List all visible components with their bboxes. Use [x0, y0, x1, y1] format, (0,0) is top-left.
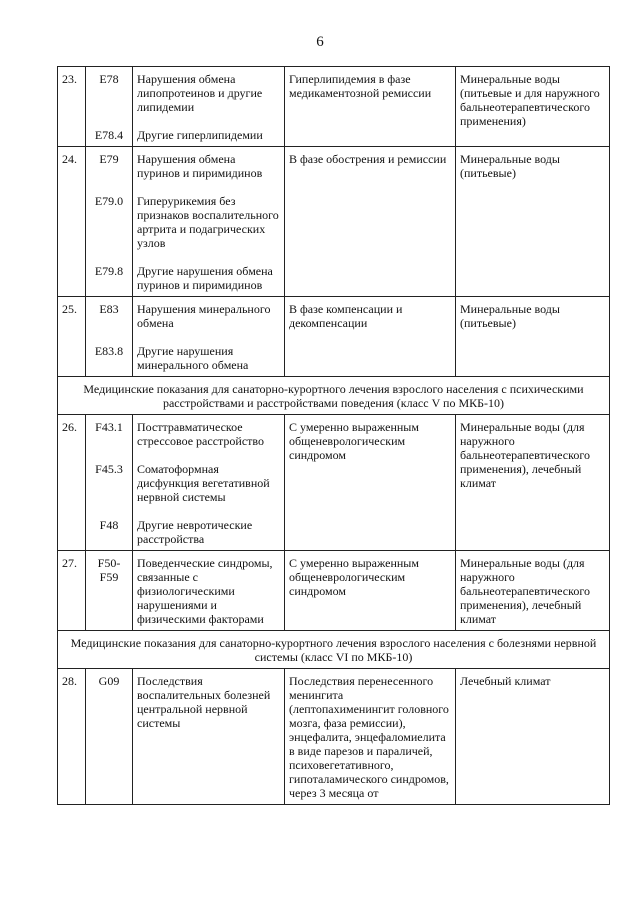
- disease-name: Гиперурикемия без признаков воспалительного артрита и подагрических узлов: [137, 194, 279, 250]
- icd-codes: [86, 669, 133, 805]
- indication: С умеренно выраженным общеневрологическим синдромом: [285, 551, 456, 631]
- icd-code: E79.8: [94, 264, 124, 278]
- resources: Минеральные воды (питьевые): [456, 297, 610, 377]
- icd-code: E79: [99, 152, 119, 166]
- disease-names: [133, 147, 285, 297]
- table-row: [58, 551, 610, 631]
- indication: С умеренно выраженным общеневрологическим синдромом: [285, 415, 456, 551]
- icd-code: F59: [99, 570, 119, 584]
- indications-table: [57, 66, 610, 805]
- icd-codes: [86, 415, 133, 551]
- section-heading-class-v: Медицинские показания для санаторно-курортного лечения взрослого населения с психическими расстройствами и расстройствами поведения (класс V по МКБ-10): [58, 377, 610, 415]
- indication: Последствия перенесенного менингита (лептопахименингит головного мозга, фаза ремиссии), энцефалита, энцефаломиелита в виде парезов и параличей, психовегетативного, гипоталамического синдромов, через 3 месяца от: [285, 669, 456, 805]
- disease-names: [133, 67, 285, 147]
- icd-code: E83: [99, 302, 119, 316]
- disease-name: Другие гиперлипидемии: [137, 128, 263, 142]
- page-number: 6: [316, 34, 324, 50]
- disease-names: [133, 415, 285, 551]
- icd-code: F45.3: [95, 462, 123, 476]
- table-row: [58, 147, 610, 297]
- table-row: [58, 415, 610, 551]
- row-number: 26.: [58, 415, 86, 551]
- disease-name: Соматоформная дисфункция вегетативной нервной системы: [137, 462, 270, 504]
- table-row: [58, 297, 610, 377]
- icd-codes: [86, 147, 133, 297]
- section-header-row: [58, 377, 610, 415]
- icd-codes: [86, 297, 133, 377]
- disease-name: Другие нарушения минерального обмена: [137, 344, 249, 372]
- row-number: 27.: [58, 551, 86, 631]
- disease-name: Нарушения минерального обмена: [137, 302, 271, 330]
- icd-code: F43.1: [95, 420, 123, 434]
- icd-code: E79.0: [94, 194, 124, 208]
- disease-names: [133, 669, 285, 805]
- disease-name: Нарушения обмена липопротеинов и другие липидемии: [137, 72, 263, 114]
- indication: В фазе компенсации и декомпенсации: [285, 297, 456, 377]
- resources: Лечебный климат: [456, 669, 610, 805]
- icd-code: E78.4: [94, 128, 124, 142]
- section-heading-class-vi: Медицинские показания для санаторно-курортного лечения взрослого населения с болезнями нервной системы (класс VI по МКБ-10): [58, 631, 610, 669]
- section-header-row: [58, 631, 610, 669]
- icd-code: F50-: [97, 556, 121, 570]
- disease-name: Поведенческие синдромы, связанные с физиологическими нарушениями и физическими факторами: [137, 556, 273, 626]
- icd-code: F48: [99, 518, 119, 532]
- icd-code: G09: [98, 674, 120, 688]
- icd-code: E78: [99, 72, 119, 86]
- disease-name: Последствия воспалительных болезней центральной нервной системы: [137, 674, 271, 730]
- resources: Минеральные воды (питьевые и для наружного бальнеотерапевтического применения): [456, 67, 610, 147]
- row-number: 23.: [58, 67, 86, 147]
- resources: Минеральные воды (для наружного бальнеотерапевтического применения), лечебный климат: [456, 551, 610, 631]
- disease-name: Другие невротические расстройства: [137, 518, 253, 546]
- disease-name: Посттравматическое стрессовое расстройство: [137, 420, 264, 448]
- disease-names: [133, 297, 285, 377]
- disease-names: [133, 551, 285, 631]
- row-number: 24.: [58, 147, 86, 297]
- disease-name: Другие нарушения обмена пуринов и пиримидинов: [137, 264, 273, 292]
- row-number: 28.: [58, 669, 86, 805]
- icd-codes: [86, 551, 133, 631]
- resources: Минеральные воды (питьевые): [456, 147, 610, 297]
- indication: Гиперлипидемия в фазе медикаментозной ремиссии: [285, 67, 456, 147]
- indication: В фазе обострения и ремиссии: [285, 147, 456, 297]
- table-row: [58, 669, 610, 805]
- icd-code: E83.8: [94, 344, 124, 358]
- row-number: 25.: [58, 297, 86, 377]
- icd-codes: [86, 67, 133, 147]
- disease-name: Нарушения обмена пуринов и пиримидинов: [137, 152, 263, 180]
- table-row: [58, 67, 610, 147]
- resources: Минеральные воды (для наружного бальнеотерапевтического применения), лечебный климат: [456, 415, 610, 551]
